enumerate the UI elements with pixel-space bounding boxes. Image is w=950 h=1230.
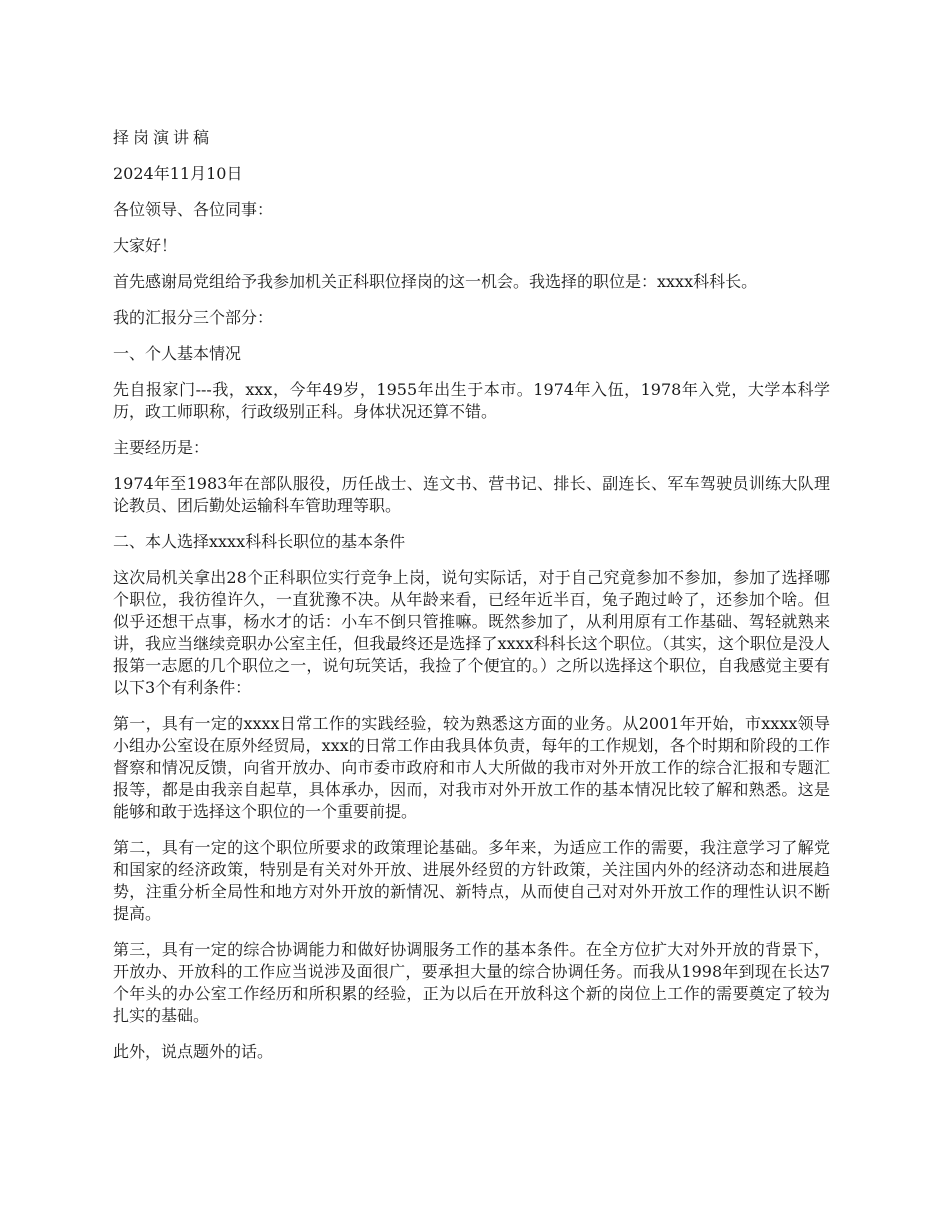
paragraph-condition-1: 第一，具有一定的xxxx日常工作的实践经验，较为熟悉这方面的业务。从2001年开始，市xxxx领导小组办公室设在原外经贸局，xxx的日常工作由我具体负责，每年的工作规划，各个时期和阶段的工作督察和情况反馈，向省开放办、向市委市政府和市人大所做的我市对外开放工作的综合汇报和专题汇报等，都是由我亲自起草，具体承办，因而，对我市对外开放工作的基本情况比较了解和熟悉。这是能够和敢于选择这个职位的一个重要前提。: [113, 714, 830, 821]
greeting: 大家好！: [113, 236, 178, 255]
paragraph-outline: 我的汇报分三个部分：: [113, 308, 274, 327]
salutation: 各位领导、各位同事：: [113, 200, 274, 219]
section-heading-2: 二、本人选择xxxx科科长职位的基本条件: [113, 532, 406, 551]
paragraph-condition-3: 第三，具有一定的综合协调能力和做好协调服务工作的基本条件。在全方位扩大对外开放的背景下，开放办、开放科的工作应当说涉及面很广，要承担大量的综合协调任务。而我从1998年到现在长达7个年头的办公室工作经历和所积累的经验，正为以后在开放科这个新的岗位上工作的需要奠定了较为扎实的基础。: [113, 940, 830, 1025]
paragraph-aside: 此外，说点题外的话。: [113, 1042, 274, 1061]
paragraph-self-intro: 先自报家门---我，xxx，今年49岁，1955年出生于本市。1974年入伍，1978年入党，大学本科学历，政工师职称，行政级别正科。身体状况还算不错。: [113, 380, 830, 421]
document-body: [113, 127, 830, 1077]
section-heading-1: 一、个人基本情况: [113, 344, 242, 363]
paragraph-experience-label: 主要经历是：: [113, 438, 210, 457]
paragraph-condition-2: 第二，具有一定的这个职位所要求的政策理论基础。多年来，为适应工作的需要，我注意学习了解党和国家的经济政策，特别是有关对外开放、进展外经贸的方针政策，关注国内外的经济动态和进展趋势，注重分析全局性和地方对外开放的新情况、新特点，从而使自己对对外开放工作的理性认识不断提高。: [113, 838, 830, 923]
document-date: 2024年11月10日: [113, 164, 243, 183]
paragraph-reason: 这次局机关拿出28个正科职位实行竞争上岗，说句实际话，对于自己究竟参加不参加，参加了选择哪个职位，我彷徨许久，一直犹豫不决。从年龄来看，已经年近半百，兔子跑过岭了，还参加个啥。但似乎还想干点事，杨水才的话：小车不倒只管推嘛。既然参加了，从利用原有工作基础、驾轻就熟来讲，我应当继续竞职办公室主任，但我最终还是选择了xxxx科科长这个职位。（其实，这个职位是没人报第一志愿的几个职位之一，说句玩笑话，我捡了个便宜的。）之所以选择这个职位，自我感觉主要有以下3个有利条件：: [113, 568, 830, 697]
paragraph-experience: 1974年至1983年在部队服役，历任战士、连文书、营书记、排长、副连长、军车驾驶员训练大队理论教员、团后勤处运输科车管助理等职。: [113, 474, 830, 515]
paragraph-intro: 首先感谢局党组给予我参加机关正科职位择岗的这一机会。我选择的职位是：xxxx科科长。: [113, 272, 758, 291]
document-title: 择岗演讲稿: [113, 128, 214, 147]
